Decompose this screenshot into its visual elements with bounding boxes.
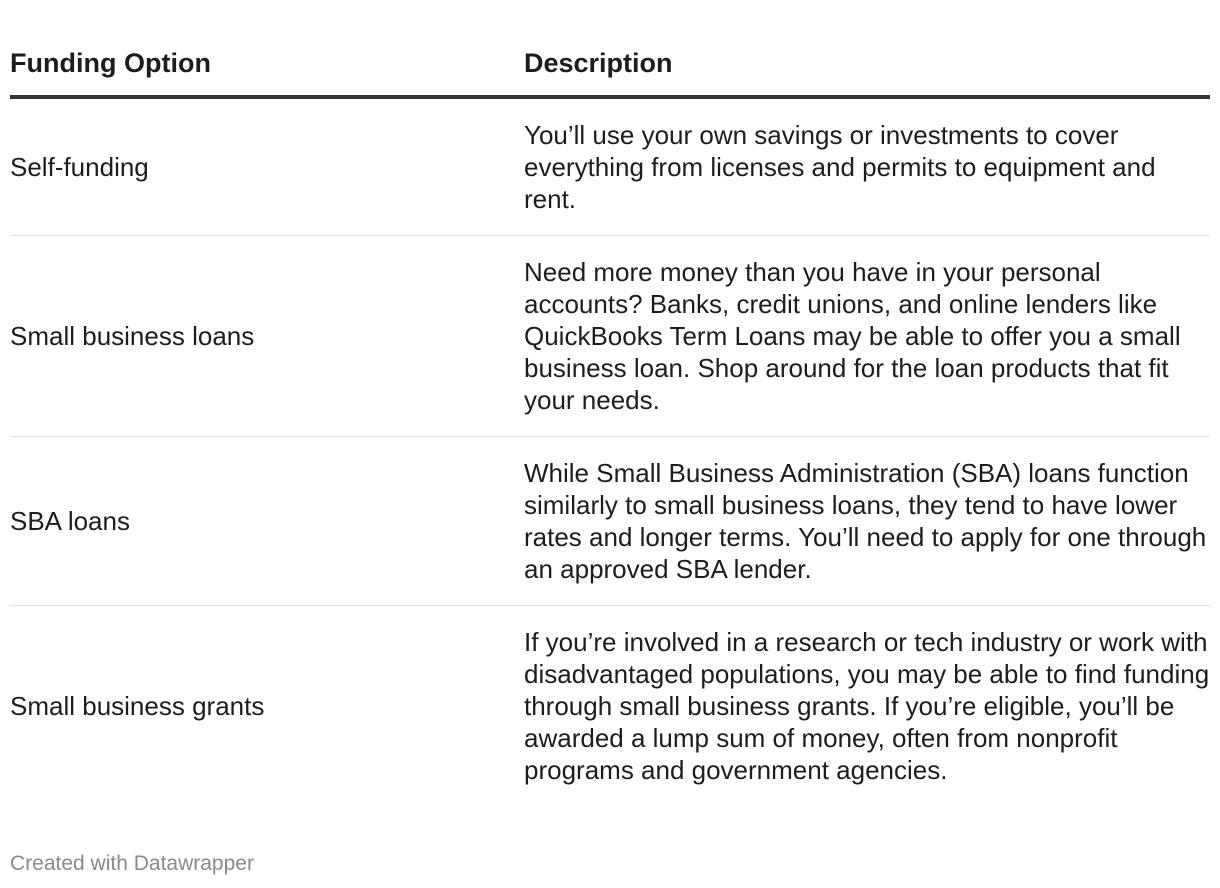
- funding-option-cell: SBA loans: [10, 437, 524, 606]
- datawrapper-credit[interactable]: Created with Datawrapper: [10, 852, 254, 875]
- funding-table-container: [10, 30, 1210, 806]
- table-row: [10, 437, 1210, 606]
- table-row: [10, 606, 1210, 807]
- table-row: [10, 236, 1210, 437]
- description-cell: Need more money than you have in your personal accounts? Banks, credit unions, and online lenders like QuickBooks Term Loans may be able to offer you a small business loan. Shop around for the loan products that fit your needs.: [524, 236, 1210, 437]
- table-row: [10, 97, 1210, 236]
- funding-options-table: [10, 30, 1210, 806]
- table-header-row: [10, 30, 1210, 97]
- funding-option-cell: Small business grants: [10, 691, 265, 721]
- funding-option-cell: Small business loans: [10, 236, 524, 437]
- description-cell: You’ll use your own savings or investments to cover everything from licenses and permits to equipment and rent.: [524, 97, 1210, 236]
- description-cell: While Small Business Administration (SBA) loans function similarly to small business loans, they tend to have lower rates and longer terms. You’ll need to apply for one through an approved SBA lender.: [524, 437, 1210, 606]
- funding-option-cell: Self-funding: [10, 97, 524, 236]
- column-header-funding-option[interactable]: Funding Option: [10, 30, 524, 97]
- description-cell: If you’re involved in a research or tech industry or work with disadvantaged populations, you may be able to find funding through small business grants. If you’re eligible, you’ll be awarded a lump sum of money, often from nonprofit programs and government agencies.: [524, 627, 1210, 785]
- column-header-description[interactable]: Description: [524, 30, 1210, 97]
